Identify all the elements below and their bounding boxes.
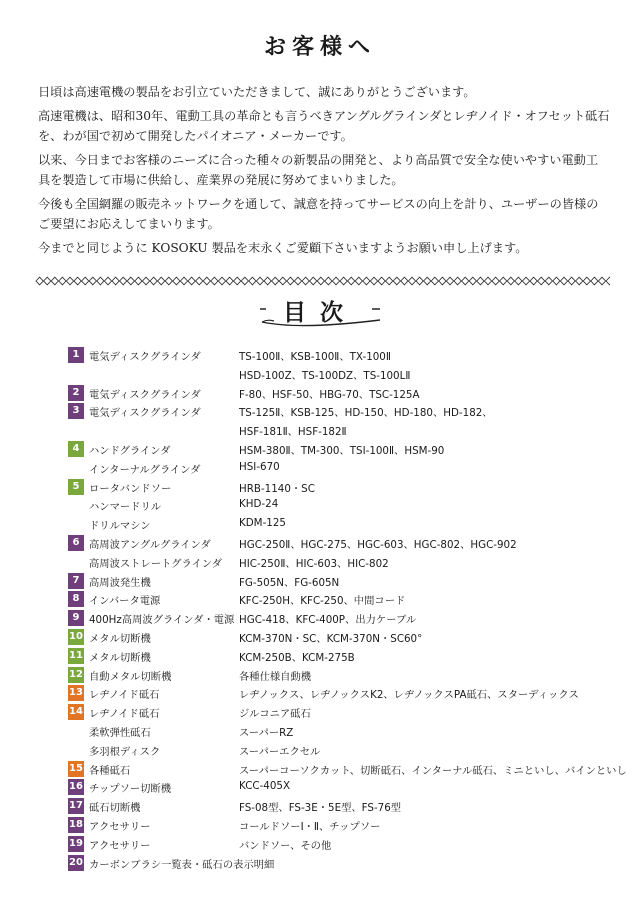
intro-paragraph: 以来、今日までお客様のニーズに合った種々の新製品の開発と、より高品質で安全な使いやすい電動工具を製造して市場に供給し、産業界の発展に努めてまいりました。 (38, 153, 599, 187)
toc-number-badge: 14 (68, 704, 84, 720)
toc-models: KFC-250H、KFC-250、中間コード (239, 595, 406, 608)
toc-title: 目次 (283, 300, 357, 326)
toc-number-badge: 2 (68, 385, 84, 401)
toc-row (68, 496, 628, 515)
toc-number-badge: 4 (68, 441, 84, 457)
toc-row (68, 553, 628, 572)
toc-category: 高周波発生機 (89, 576, 151, 589)
toc-category: ロータバンドソー (89, 482, 172, 495)
toc-models: バンドソー、その他 (239, 839, 332, 852)
toc-models: HGC-418、KFC-400P、出力ケーブル (239, 614, 417, 627)
toc-models: HSF-181Ⅱ、HSF-182Ⅱ (239, 426, 347, 439)
toc-models: HRB-1140・SC (239, 482, 315, 495)
toc-row (68, 647, 628, 666)
page-title: お客様へ (263, 34, 376, 60)
toc-category: アクセサリー (89, 839, 151, 852)
toc-number-badge: 8 (68, 591, 84, 607)
toc-number-badge: 6 (68, 535, 84, 551)
toc-row (68, 440, 628, 459)
toc-models: HGC-250Ⅱ、HGC-275、HGC-603、HGC-802、HGC-902 (239, 538, 517, 551)
toc-row (68, 797, 628, 816)
toc-number-badge: 5 (68, 479, 84, 495)
toc-number-badge: 1 (68, 347, 84, 363)
toc-models: KHD-24 (239, 498, 279, 511)
toc-row (68, 666, 628, 685)
toc-category: インターナルグラインダ (89, 463, 201, 476)
toc-row (68, 854, 628, 873)
toc-row (68, 346, 628, 365)
toc-category: 多羽根ディスク (89, 745, 161, 758)
toc-row (68, 722, 628, 741)
toc-row (68, 816, 628, 835)
toc-number-badge: 19 (68, 836, 84, 852)
toc-category: 400Hz高周波グラインダ・電源 (89, 614, 235, 627)
toc-models: KCM-250B、KCM-275B (239, 651, 355, 664)
toc-models: コールドソーⅠ・Ⅱ、チップソー (239, 820, 381, 833)
toc-models: HSM-380Ⅱ、TM-300、TSI-100Ⅱ、HSM-90 (239, 444, 445, 457)
toc-row (68, 421, 628, 440)
toc-models: HSI-670 (239, 460, 280, 473)
toc-number-badge: 12 (68, 667, 84, 683)
toc-category: 電気ディスクグラインダ (89, 351, 201, 363)
intro-paragraph: 高速電機は、昭和30年、電動工具の革命とも言うべきアングルグラインダとレヂノイド・オフセット砥石を、わが国で初めて開発したパイオニア・メーカーです。 (38, 109, 610, 143)
toc-number-badge: 9 (68, 610, 84, 626)
toc-models: 各種仕様自動機 (239, 670, 312, 683)
toc-models: FS-08型、FS-3E・5E型、FS-76型 (239, 802, 402, 815)
toc-category: 各種砥石 (89, 764, 131, 777)
toc-row (68, 384, 628, 403)
toc-category: 電気ディスクグラインダ (89, 407, 201, 420)
toc-row (68, 365, 628, 384)
toc-row (68, 628, 628, 647)
toc-models: TS-100Ⅱ、KSB-100Ⅱ、TX-100Ⅱ (239, 351, 391, 363)
toc-number-badge: 18 (68, 817, 84, 833)
toc-row (68, 778, 628, 797)
toc-number-badge: 15 (68, 761, 84, 777)
toc-row (68, 760, 628, 779)
toc-category: レヂノイド砥石 (89, 708, 160, 721)
toc-row (68, 478, 628, 497)
toc-models: TS-125Ⅱ、KSB-125、HD-150、HD-180、HD-182、 (239, 407, 493, 420)
toc-row (68, 459, 628, 478)
toc-category: メタル切断機 (89, 632, 151, 645)
toc-category: レヂノイド砥石 (89, 689, 160, 702)
toc-row (68, 684, 628, 703)
toc-row (68, 835, 628, 854)
toc-models: KCC-405X (239, 780, 290, 793)
toc-category: ドリルマシン (89, 520, 151, 533)
toc-row (68, 609, 628, 628)
toc-category: チップソー切断機 (89, 783, 172, 796)
toc-models: スーパーコーソクカット、切断砥石、インターナル砥石、ミニといし、バインといし (239, 764, 627, 777)
toc-category: メタル切断機 (89, 651, 151, 664)
toc-models: KCM-370N・SC、KCM-370N・SC60° (239, 632, 423, 645)
toc-number-badge: 10 (68, 629, 84, 645)
toc-number-badge: 11 (68, 648, 84, 664)
toc-number-badge: 13 (68, 685, 84, 701)
toc-models: HIC-250Ⅱ、HIC-603、HIC-802 (239, 557, 389, 570)
toc-category: インバータ電源 (89, 595, 161, 608)
toc-category: 電気ディスクグラインダ (89, 388, 201, 401)
diamond-divider (32, 276, 610, 286)
toc-heading (0, 292, 640, 332)
toc-models: HSD-100Z、TS-100DZ、TS-100LⅡ (239, 369, 411, 382)
toc-row (68, 515, 628, 534)
intro-paragraph: 日頃は高速電機の製品をお引立ていただきまして、誠にありがとうございます。 (38, 85, 476, 99)
toc-row (68, 590, 628, 609)
toc-number-badge: 20 (68, 855, 84, 871)
toc-category: 砥石切断機 (89, 802, 141, 815)
toc-category: 柔軟弾性砥石 (89, 726, 151, 739)
toc-number-badge: 17 (68, 798, 84, 814)
intro-paragraph: 今までと同じように KOSOKU 製品を末永くご愛顧下さいますようお願い申し上げます。 (38, 241, 528, 255)
toc-number-badge: 7 (68, 573, 84, 589)
toc-models: KDM-125 (239, 517, 286, 530)
toc-models: F-80、HSF-50、HBG-70、TSC-125A (239, 388, 420, 401)
toc-category: アクセサリー (89, 820, 151, 833)
toc-models: スーパーRZ (239, 726, 294, 739)
toc-row (68, 572, 628, 591)
toc-number-badge: 16 (68, 779, 84, 795)
toc-category: 自動メタル切断機 (89, 670, 172, 683)
toc-category: 高周波アングルグラインダ (89, 538, 211, 551)
toc-models: ジルコニア砥石 (239, 708, 311, 721)
toc-category: ハンマードリル (89, 501, 162, 514)
toc-category: カーボンブラシ一覧表・砥石の表示明細 (89, 858, 275, 871)
toc-models: スーパーエクセル (239, 745, 321, 758)
toc-category: ハンドグラインダ (89, 444, 171, 457)
toc-category: 高周波ストレートグラインダ (89, 557, 222, 570)
toc-models: レヂノックス、レヂノックスK2、レヂノックスPA砥石、スターディックス (239, 689, 579, 702)
toc-row (68, 741, 628, 760)
toc-models: FG-505N、FG-605N (239, 576, 340, 589)
intro-paragraph: 今後も全国網羅の販売ネットワークを通して、誠意を持ってサービスの向上を計り、ユーザーの皆様のご要望にお応えしてまいります。 (38, 197, 599, 231)
toc-row (68, 703, 628, 722)
toc-row (68, 402, 628, 421)
toc-row (68, 534, 628, 553)
toc-number-badge: 3 (68, 403, 84, 419)
table-of-contents (68, 346, 628, 872)
intro-text (38, 82, 610, 262)
